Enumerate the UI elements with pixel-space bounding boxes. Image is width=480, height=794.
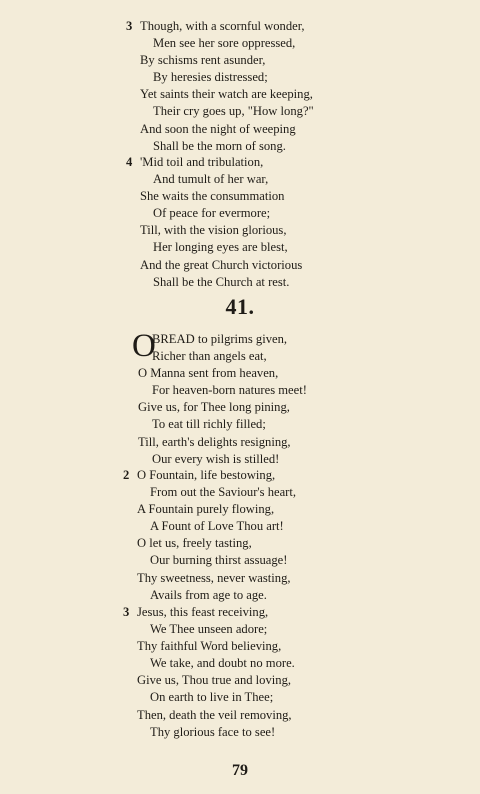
stanza-line: To eat till richly filled; — [152, 417, 266, 432]
stanza — [132, 328, 307, 468]
stanza-number: 3 — [126, 19, 133, 33]
stanza-line: Give us, Thou true and loving, — [137, 673, 292, 688]
stanza-line: On earth to live in Thee; — [150, 690, 274, 705]
stanza-line: Shall be the morn of song. — [153, 138, 286, 153]
stanza-line: Yet saints their watch are keeping, — [140, 87, 313, 102]
stanza-line: A Fountain purely flowing, — [137, 502, 275, 517]
stanza-line: We Thee unseen adore; — [150, 622, 268, 637]
stanza-line: 2 O Fountain, life bestowing, — [137, 467, 296, 484]
stanza-line: Her longing eyes are blest, — [153, 240, 288, 255]
stanza-line: BREAD to pilgrims given, — [152, 332, 288, 346]
stanza-line: And tumult of her war, — [153, 172, 269, 187]
stanza-line: Richer than angels eat, — [152, 349, 267, 364]
hymn-number: 41. — [225, 294, 255, 319]
stanza-line: We take, and doubt no more. — [150, 656, 295, 671]
stanza-line: Thy sweetness, never wasting, — [137, 570, 291, 585]
stanza-line: From out the Saviour's heart, — [150, 485, 297, 500]
stanza-line: Then, death the veil removing, — [137, 707, 292, 722]
stanza-line: Of peace for evermore; — [153, 206, 271, 221]
stanza — [126, 18, 314, 155]
stanza-line: And soon the night of weeping — [140, 121, 296, 136]
stanza-line: O let us, freely tasting, — [137, 536, 252, 551]
stanza-line: O Manna sent from heaven, — [138, 366, 279, 381]
stanza-line: 3 Jesus, this feast receiving, — [137, 604, 295, 621]
stanza-number: 2 — [123, 468, 130, 482]
stanza-line: By heresies distressed; — [153, 70, 268, 85]
stanza-line: Give us, for Thee long pining, — [138, 400, 290, 415]
page-number: 79 — [232, 762, 248, 779]
stanza-line: 3 Though, with a scornful wonder, — [140, 18, 314, 35]
stanza-number: 4 — [126, 155, 133, 169]
stanza-line: A Fount of Love Thou art! — [150, 519, 284, 534]
stanza-line: By schisms rent asunder, — [140, 53, 266, 68]
stanza-line: Our every wish is stilled! — [152, 451, 280, 466]
stanza-line: Thy faithful Word believing, — [137, 639, 282, 654]
stanza-line: And the great Church victorious — [140, 257, 303, 272]
stanza-line: Men see her sore oppressed, — [153, 36, 296, 51]
stanza-line: Avails from age to age. — [150, 587, 267, 602]
stanza — [123, 467, 297, 604]
stanza-line: 4 'Mid toil and tribulation, — [140, 154, 302, 171]
stanza-line: For heaven-born natures meet! — [152, 383, 307, 398]
stanza — [123, 604, 295, 741]
stanza-line: Till, earth's delights resigning, — [138, 434, 291, 449]
stanza-line: She waits the consummation — [140, 189, 285, 204]
stanza-line: Their cry goes up, "How long?" — [153, 104, 314, 119]
stanza-line: Shall be the Church at rest. — [153, 274, 290, 289]
stanza-number: 3 — [123, 605, 130, 619]
stanza — [126, 154, 303, 291]
stanza-line: Our burning thirst assuage! — [150, 553, 288, 568]
drop-cap: O — [132, 328, 156, 364]
stanza-line: Till, with the vision glorious, — [140, 223, 287, 238]
stanza-line: Thy glorious face to see! — [150, 724, 276, 739]
